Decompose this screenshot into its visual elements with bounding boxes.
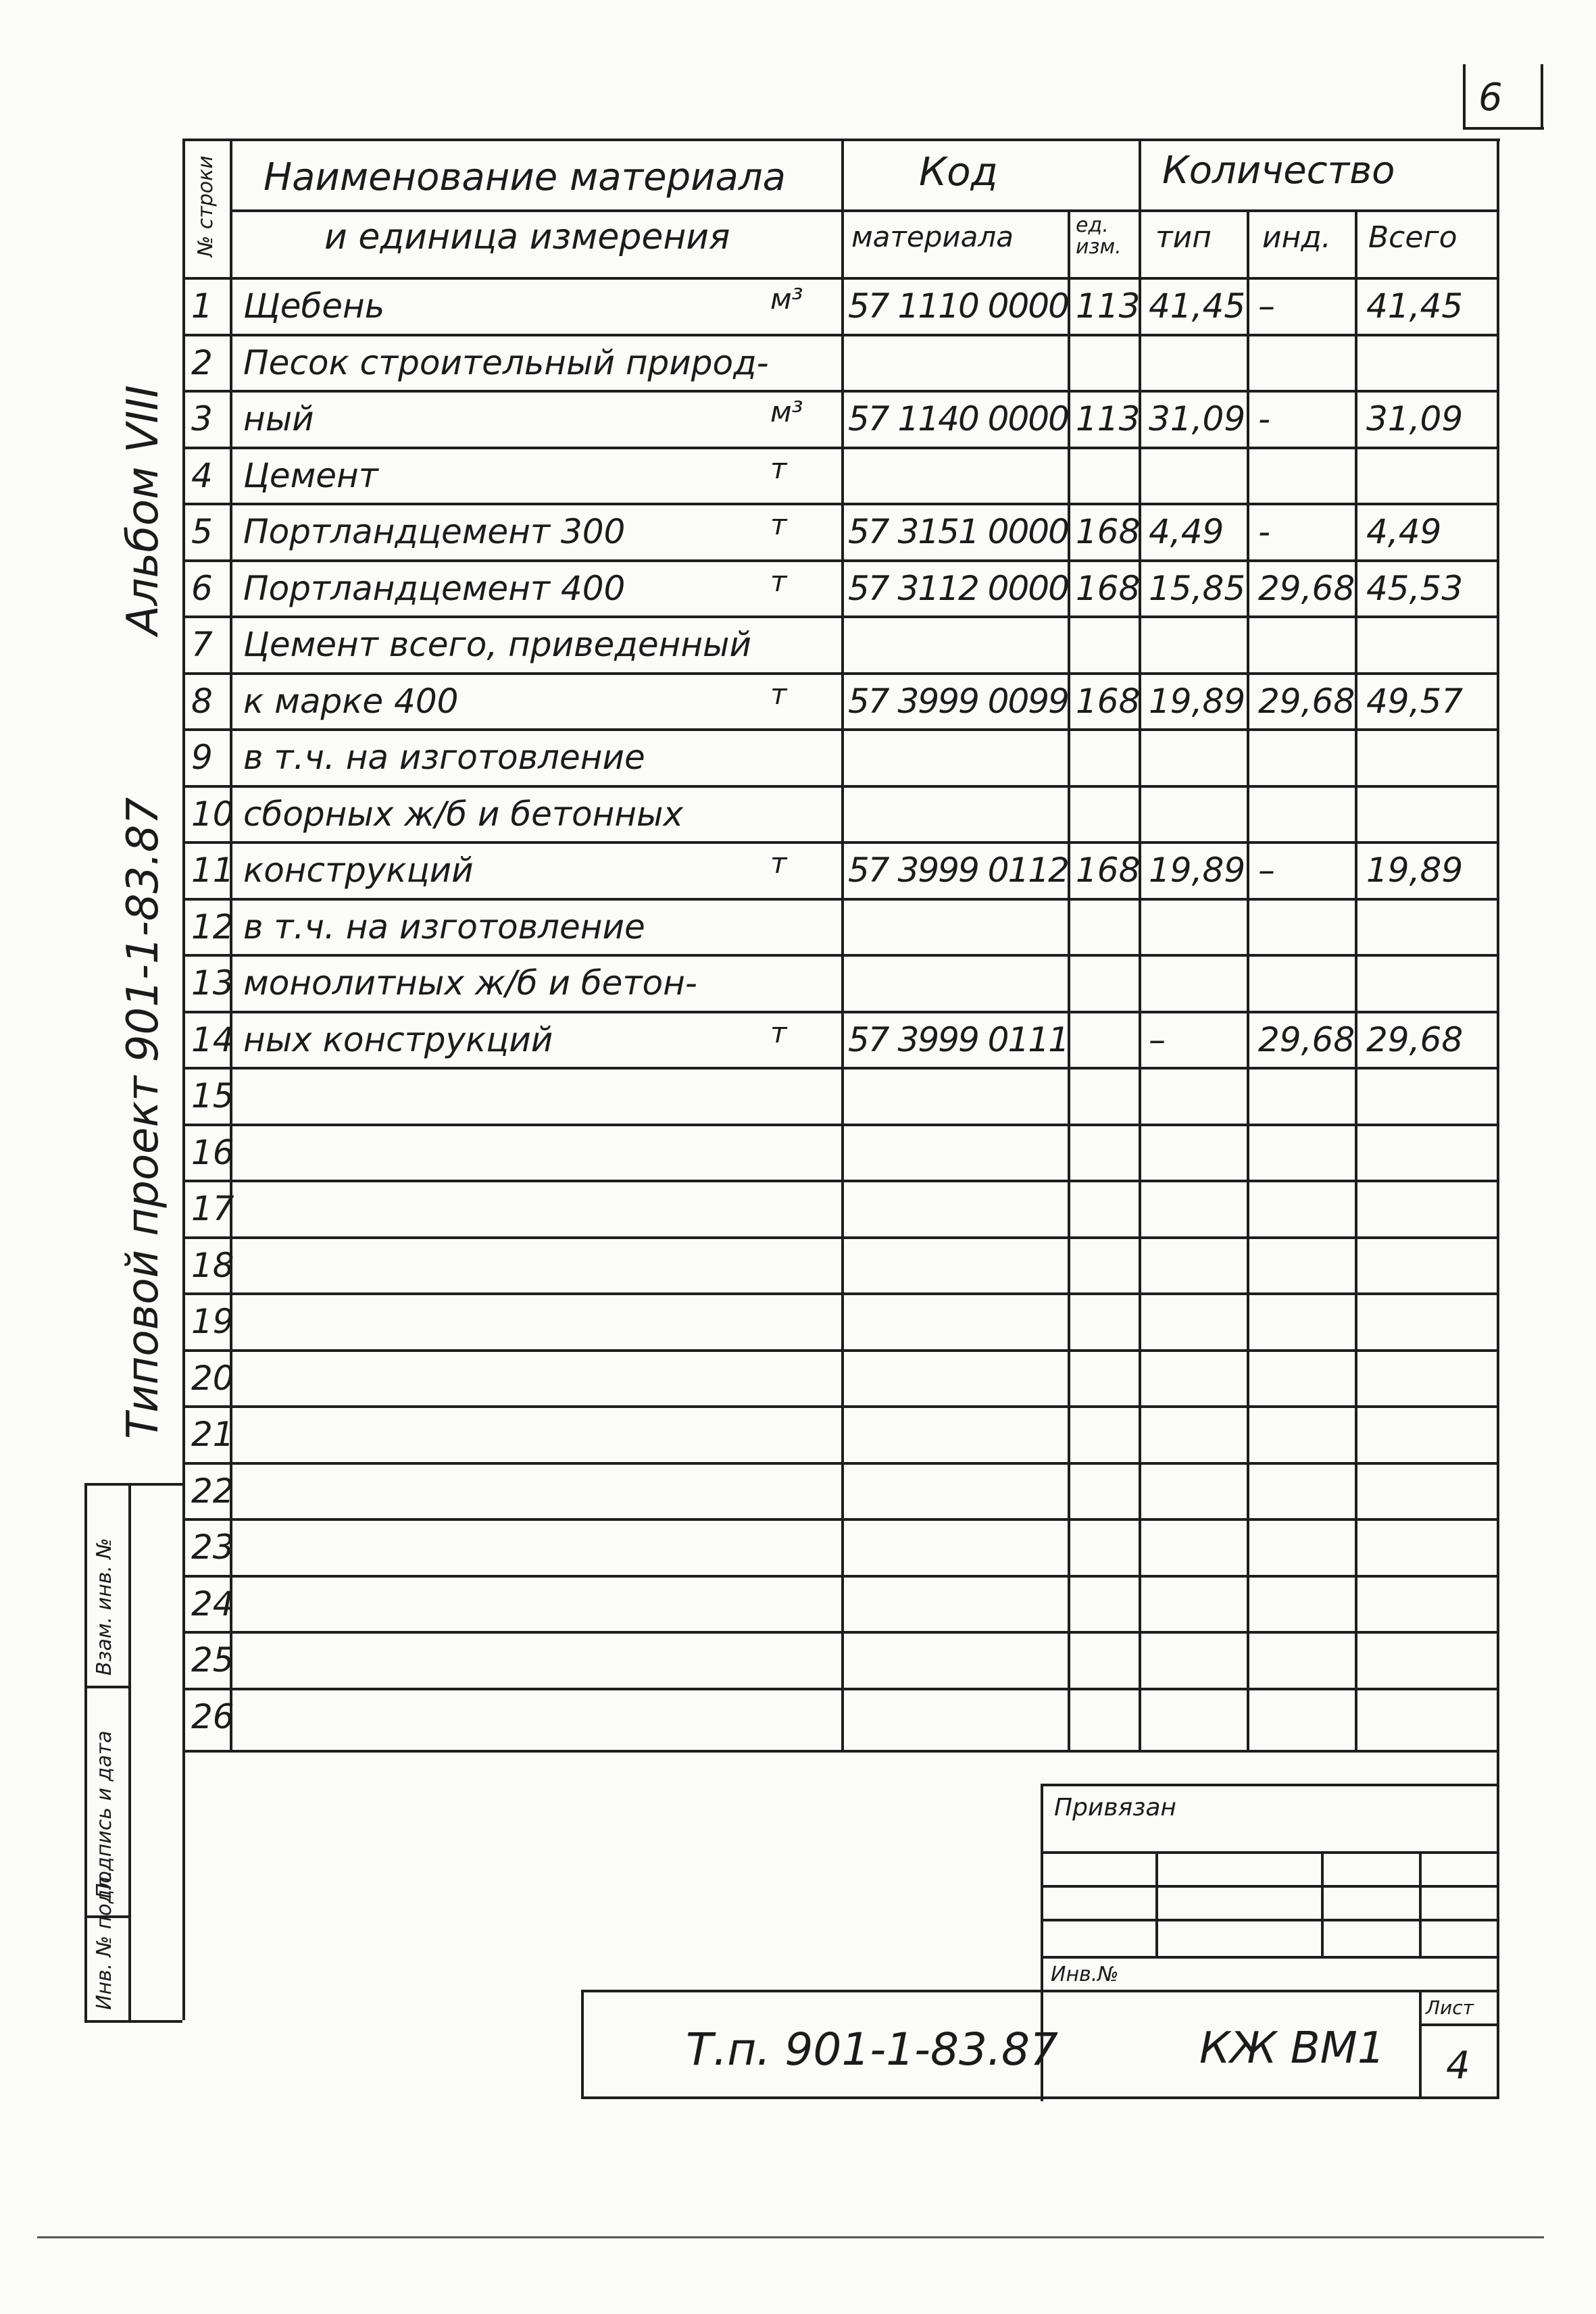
stamp-strip-div1 [84, 1686, 128, 1688]
col-line-name [841, 139, 844, 1750]
page-bottom-edge [37, 2236, 1544, 2238]
row-number: 4 [191, 455, 213, 495]
row-number: 6 [191, 568, 213, 608]
table-row-line [182, 1575, 1497, 1578]
header-code: Код [919, 149, 998, 195]
row-number: 23 [191, 1528, 234, 1567]
material-unit: т [770, 508, 787, 541]
qty-type: 19,89 [1149, 681, 1246, 721]
row-number: 11 [191, 851, 234, 890]
table-row-line [182, 1688, 1497, 1690]
material-unit: т [770, 1015, 787, 1049]
material-unit: т [770, 677, 787, 711]
header-name-line2: и единица измерения [324, 217, 730, 257]
material-code: 57 3999 0099 [848, 681, 1068, 721]
table-row-line [182, 1292, 1497, 1295]
table-row-line [182, 728, 1497, 731]
frame-left-lower [182, 1750, 185, 2020]
material-code: 57 1110 0000 [848, 286, 1068, 326]
qty-type: 19,89 [1149, 851, 1246, 890]
stamp-podpis-data: Подпись и дата [93, 1730, 116, 1898]
material-name: Щебень [243, 286, 385, 326]
tb-main-top [581, 1990, 1497, 1992]
header-quantity: Количество [1162, 149, 1395, 193]
header-bottom [182, 277, 1497, 280]
qty-total: 4,49 [1366, 512, 1442, 551]
row-number: 17 [191, 1189, 234, 1228]
stamp-strip-mid [128, 1483, 131, 2020]
row-number: 13 [191, 963, 234, 1003]
qty-total: 31,09 [1366, 399, 1464, 438]
table-row-line [182, 1180, 1497, 1182]
table-row-line [182, 390, 1497, 393]
row-number: 26 [191, 1696, 234, 1736]
page-number-border-bottom [1463, 127, 1544, 130]
material-unit: т [770, 564, 787, 598]
tb-doc-code: Т.п. 901-1-83.87 [686, 2023, 1058, 2076]
material-unit: м³ [770, 395, 803, 428]
material-unit: т [770, 451, 787, 485]
table-row-line [182, 841, 1497, 844]
table-row-line [182, 672, 1497, 675]
row-number: 7 [191, 625, 213, 664]
material-name: ный [243, 399, 314, 438]
table-row-line [182, 615, 1497, 618]
header-subdivider-left [230, 209, 1497, 212]
material-name: Портландцемент 300 [243, 512, 626, 551]
table-row-line [182, 334, 1497, 336]
table-row-line [182, 447, 1497, 449]
row-number: 24 [191, 1584, 234, 1624]
tb-row-2 [1041, 1885, 1497, 1888]
row-number: 18 [191, 1245, 234, 1285]
row-number: 9 [191, 738, 213, 777]
table-row-line [182, 1236, 1497, 1239]
material-code: 57 3999 0112 [848, 851, 1068, 890]
material-name: в т.ч. на изготовление [243, 738, 645, 777]
row-number: 20 [191, 1358, 234, 1398]
col-line-unit [1139, 139, 1141, 1750]
material-name: монолитных ж/б и бетон- [243, 963, 697, 1003]
side-project-label: Типовой проект 901-1-83.87 [118, 797, 168, 1439]
material-code: 57 3999 0111 [848, 1020, 1068, 1059]
row-number: 3 [191, 399, 213, 438]
row-number: 1 [191, 286, 213, 326]
table-row-line [182, 1011, 1497, 1013]
table-row-line [182, 1349, 1497, 1352]
row-number: 25 [191, 1640, 234, 1680]
unit-code: 113 [1076, 286, 1141, 326]
tb-row-4 [1041, 1956, 1497, 1959]
qty-type: 4,49 [1149, 512, 1224, 551]
header-code-material: материала [851, 220, 1014, 253]
page-number-border-right [1541, 64, 1543, 128]
table-row-line [182, 785, 1497, 788]
tb-row-3 [1041, 1919, 1497, 1921]
tb-privyazan-label: Привязан [1054, 1794, 1176, 1821]
row-number: 2 [191, 343, 213, 382]
row-number: 8 [191, 681, 213, 721]
material-code: 57 1140 0000 [848, 399, 1068, 438]
material-name: в т.ч. на изготовление [243, 907, 645, 947]
material-name: Цемент всего, приведенный [243, 625, 751, 664]
material-unit: м³ [770, 282, 803, 316]
qty-type: – [1149, 1020, 1166, 1059]
header-qty-ind: инд. [1262, 220, 1331, 255]
qty-total: 29,68 [1366, 1020, 1464, 1059]
table-row-line [182, 1124, 1497, 1126]
qty-type: 41,45 [1149, 286, 1246, 326]
material-name: Песок строительный природ- [243, 343, 769, 382]
qty-type: 15,85 [1149, 568, 1246, 608]
stamp-strip-left [84, 1483, 87, 2020]
table-bottom [182, 1750, 1497, 1753]
row-number: 12 [191, 907, 234, 947]
qty-total: 19,89 [1366, 851, 1464, 890]
qty-ind: 29,68 [1258, 1020, 1355, 1059]
table-row-line [182, 1631, 1497, 1634]
unit-code: 168 [1076, 851, 1141, 890]
table-row-line [182, 1462, 1497, 1465]
material-unit: т [770, 847, 787, 880]
qty-ind: 29,68 [1258, 681, 1355, 721]
page-number-border [1463, 64, 1466, 128]
row-number: 16 [191, 1132, 234, 1172]
material-name: Цемент [243, 455, 378, 495]
row-number: 14 [191, 1020, 234, 1059]
row-number: 19 [191, 1302, 234, 1341]
qty-ind: - [1258, 512, 1271, 551]
material-name: сборных ж/б и бетонных [243, 794, 684, 834]
table-row-line [182, 559, 1497, 562]
row-number: 21 [191, 1415, 234, 1454]
qty-type: 31,09 [1149, 399, 1246, 438]
tb-main-bottom [581, 2096, 1499, 2099]
material-name: Портландцемент 400 [243, 568, 626, 608]
row-number: 10 [191, 794, 234, 834]
unit-code: 168 [1076, 512, 1141, 551]
frame-inner-left [182, 139, 185, 1750]
header-qty-total: Всего [1368, 220, 1457, 255]
material-name: конструкций [243, 851, 474, 890]
qty-ind: 29,68 [1258, 568, 1355, 608]
qty-total: 45,53 [1366, 568, 1464, 608]
tb-list-number: 4 [1446, 2044, 1470, 2088]
frame-right [1497, 139, 1499, 2098]
tb-privyazan-top [1041, 1784, 1497, 1786]
tb-list-sep [1419, 2023, 1497, 2026]
tb-main-left [581, 1990, 584, 2098]
tb-row-1 [1041, 1851, 1497, 1854]
header-name-line1: Наименование материала [264, 155, 786, 199]
qty-total: 49,57 [1366, 681, 1464, 721]
table-row-line [182, 1405, 1497, 1408]
stamp-strip-bottom [84, 2020, 182, 2023]
tb-list-divider [1419, 1990, 1422, 2098]
table-row-line [182, 898, 1497, 901]
tb-list-label: Лист [1426, 1996, 1474, 2019]
qty-ind: - [1258, 399, 1271, 438]
stamp-inv-podl: Инв. № подл. [93, 1870, 116, 2010]
tb-col-1 [1155, 1851, 1158, 1956]
page-number: 6 [1478, 76, 1503, 120]
side-album-label: Альбом VIII [118, 384, 168, 635]
table-row-line [182, 1518, 1497, 1521]
material-code: 57 3151 0000 [848, 512, 1068, 551]
row-number: 5 [191, 512, 213, 551]
tb-mark: КЖ ВМ1 [1199, 2023, 1385, 2073]
table-row-line [182, 1067, 1497, 1070]
material-name: к марке 400 [243, 681, 459, 721]
material-name: ных конструкций [243, 1020, 553, 1059]
table-row-line [182, 954, 1497, 957]
header-code-unit: ед. изм. [1076, 213, 1122, 259]
header-qty-type: тип [1155, 220, 1212, 255]
row-number: 22 [191, 1471, 234, 1511]
row-number: 15 [191, 1076, 234, 1115]
material-code: 57 3112 0000 [848, 568, 1068, 608]
table-row-line [182, 503, 1497, 505]
tb-col-2 [1321, 1851, 1324, 1956]
qty-ind: – [1258, 851, 1275, 890]
stamp-strip-top [84, 1483, 182, 1486]
qty-ind: – [1258, 286, 1275, 326]
header-row-number: № строки [194, 155, 218, 257]
tb-inv-label: Инв.№ [1051, 1963, 1119, 1986]
unit-code: 168 [1076, 681, 1141, 721]
stamp-vzam-inv: Взам. инв. № [93, 1538, 116, 1676]
unit-code: 168 [1076, 568, 1141, 608]
tb-col-3 [1419, 1851, 1422, 1956]
unit-code: 113 [1076, 399, 1141, 438]
qty-total: 41,45 [1366, 286, 1464, 326]
